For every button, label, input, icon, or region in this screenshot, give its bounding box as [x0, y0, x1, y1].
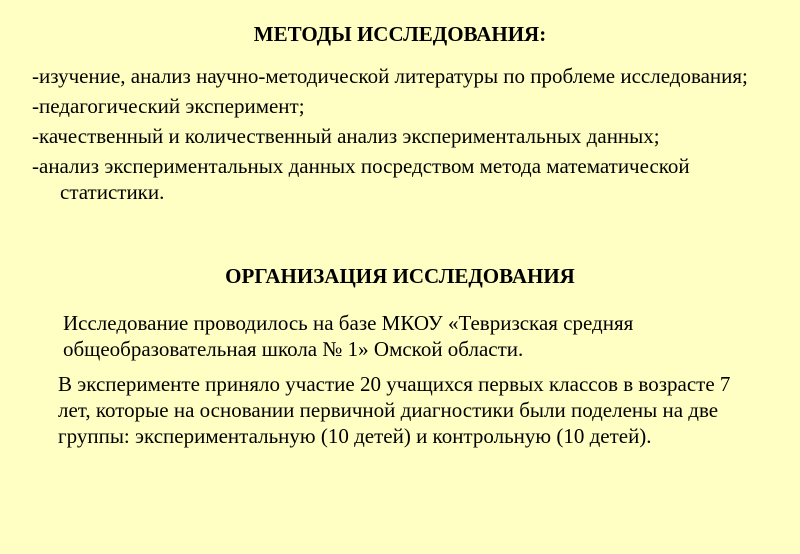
organization-heading: ОРГАНИЗАЦИЯ ИССЛЕДОВАНИЯ [225, 264, 575, 288]
list-item: -изучение, анализ научно-методической литературы по проблеме исследования; [32, 64, 748, 88]
paragraph-location [58, 310, 758, 362]
list-item: -педагогический эксперимент; [32, 94, 305, 118]
paragraph-text: В эксперименте приняло участие 20 учащихся первых классов в возрасте 7 лет, которые на основании первичной диагностики были поделены на две группы: экспериментальную (10 детей) и контрольную (10 детей). [58, 372, 731, 448]
paragraph-participants [58, 371, 758, 449]
methods-heading: МЕТОДЫ ИССЛЕДОВАНИЯ: [253, 22, 547, 46]
list-item: -анализ экспериментальных данных посредством метода математической статистики. [32, 154, 690, 204]
list-item: -качественный и количественный анализ экспериментальных данных; [32, 124, 660, 148]
methods-list [32, 63, 782, 209]
paragraph-text: Исследование проводилось на базе МКОУ «Тевризская средняя общеобразовательная школа № 1» Омской области. [63, 311, 634, 361]
